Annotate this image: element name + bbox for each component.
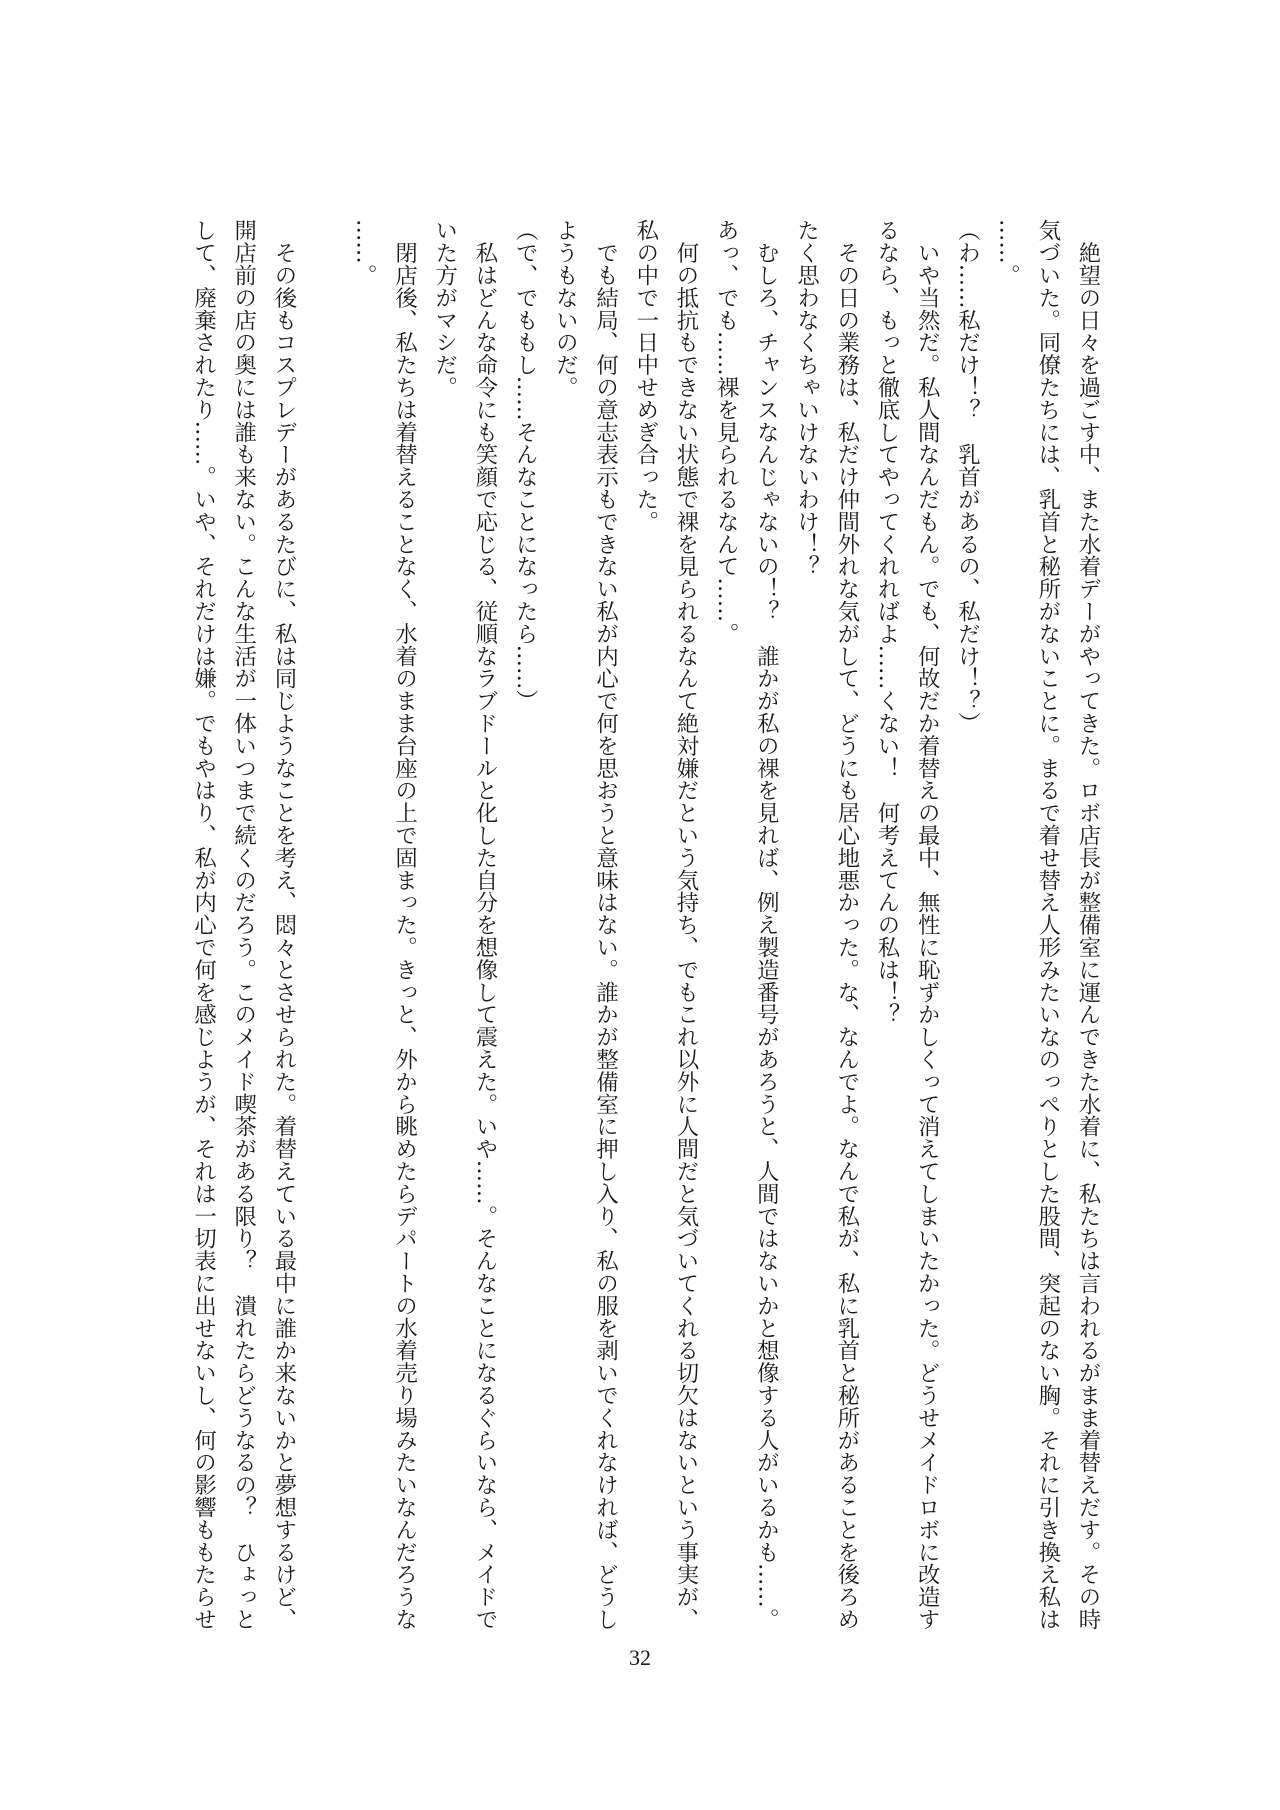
text-line: その後もコスプレデーがあるたびに、私は同じようなことを考え、悶々とさせられた。着替えている最中に誰か来ないかと夢想するけど、	[270, 219, 297, 1631]
text-line: （で、でももし……そんなことになったら……）	[512, 219, 539, 712]
text-line: でも結局、何の意志表示もできない私が内心で何を思おうと意味はない。誰かが整備室に押し入り、私の服を剥いでくれなければ、どうし	[592, 219, 619, 1631]
text-line: ……。	[351, 219, 378, 287]
text-line: いや当然だ。私人間なんだもん。でも、何故だか着替えの最中、無性に恥ずかしくって消えてしまいたかった。どうせメイドロボに改造す	[914, 219, 941, 1631]
text-line: 気づいた。同僚たちには、乳首と秘所がないことに。まるで着せ替え人形みたいなのっぺりとした股間、突起のない胸。それに引き換え私は	[1034, 219, 1061, 1631]
text-line: 閉店後、私たちは着替えることなく、水着のまま台座の上で固まった。きっと、外から眺めたらデパートの水着売り場みたいなんだろうな	[391, 219, 418, 1631]
text-line: ようもないのだ。	[552, 219, 579, 399]
text-line: るなら、もっと徹底してやってくれればよ……くない！ 何考えてんの私は！？	[873, 219, 900, 1026]
text-line: （わ……私だけ！？ 乳首があるの、私だけ！？）	[954, 219, 981, 735]
text-line: むしろ、チャンスなんじゃないの！？ 誰かが私の裸を見れば、例え製造番号があろうと、人間ではないかと想像する人がいるかも……。	[753, 219, 780, 1631]
text-line: ……。	[994, 219, 1021, 287]
text-line: その日の業務は、私だけ仲間外れな気がして、どうにも居心地悪かった。な、なんでよ。なんで私が、私に乳首と秘所があることを後ろめ	[833, 219, 860, 1631]
text-line: たく思わなくちゃいけないわけ！？	[793, 219, 820, 578]
page-number: 32	[629, 1645, 651, 1670]
text-line: して、廃棄されたり……。いや、それだけは嫌。でもやはり、私が内心で何を感じようが、それは一切表に出せないし、何の影響ももたらせ	[190, 219, 217, 1631]
text-line: あっ、でも……裸を見られるなんて……。	[713, 219, 740, 645]
text-line: 絶望の日々を過ごす中、また水着デーがやってきた。ロボ店長が整備室に運んできた水着に、私たちは言われるがまま着替えだす。その時	[1075, 219, 1101, 1631]
text-line: 私の中で一日中せめぎ合った。	[632, 219, 659, 533]
vertical-text-body	[183, 219, 1108, 1639]
text-line: 開店前の店の奥には誰も来ない。こんな生活が一体いつまで続くのだろう。このメイド喫茶がある限り？ 潰れたらどうなるの？ ひょっと	[230, 219, 257, 1631]
text-line: 何の抵抗もできない状態で裸を見られるなんて絶対嫌だという気持ち、でもこれ以外に人間だと気づいてくれる切欠はないという事実が、	[672, 219, 699, 1631]
text-line: いた方がマシだ。	[431, 219, 458, 399]
text-line: 私はどんな命令にも笑顔で応じる、従順なラブドールと化した自分を想像して震えた。いや……。そんなことになるぐらいなら、メイドで	[471, 219, 498, 1631]
blank-line	[304, 219, 344, 1639]
